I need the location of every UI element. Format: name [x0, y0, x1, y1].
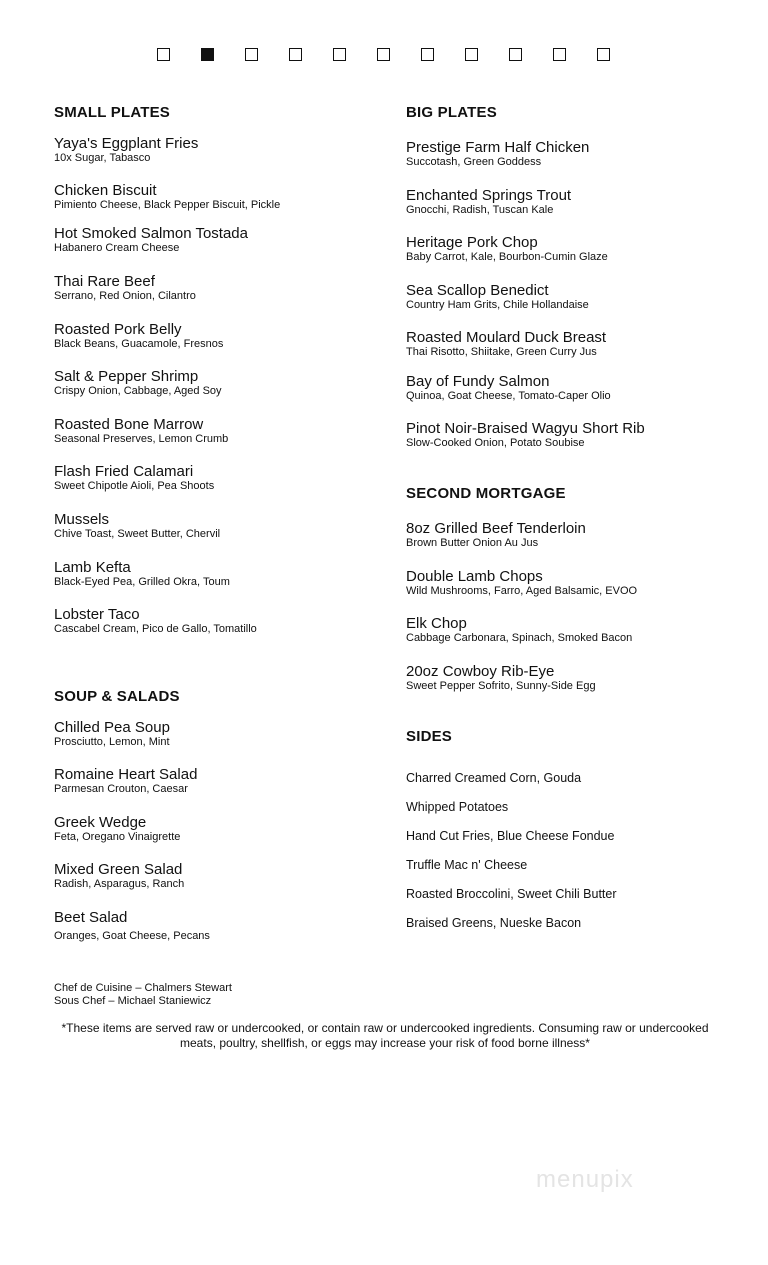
- menu-item: [54, 861, 184, 891]
- menu-item-name: Roasted Moulard Duck Breast: [406, 329, 607, 346]
- side-item: Hand Cut Fries, Blue Cheese Fondue: [406, 829, 615, 843]
- menu-item-name: Prestige Farm Half Chicken: [406, 139, 590, 156]
- menu-item: [54, 909, 210, 943]
- menu-item-desc: Serrano, Red Onion, Cilantro: [54, 290, 196, 302]
- menu-item: [54, 814, 180, 844]
- menu-item-desc: Cascabel Cream, Pico de Gallo, Tomatillo: [54, 623, 257, 635]
- menu-item: [406, 139, 589, 169]
- menu-item-desc: Gnocchi, Radish, Tuscan Kale: [406, 204, 554, 216]
- menu-item-desc: Parmesan Crouton, Caesar: [54, 783, 188, 795]
- menu-item-desc: Cabbage Carbonara, Spinach, Smoked Bacon: [406, 632, 633, 644]
- menu-item-name: Lobster Taco: [54, 606, 140, 623]
- menu-item-name: Thai Rare Beef: [54, 273, 155, 290]
- menu-item: [54, 225, 248, 255]
- menu-item: [406, 373, 611, 403]
- menu-item: [54, 511, 220, 541]
- menu-item-desc: Crispy Onion, Cabbage, Aged Soy: [54, 385, 222, 397]
- page-indicator-square[interactable]: [421, 48, 434, 61]
- page-indicator-square[interactable]: [377, 48, 390, 61]
- menu-item: [406, 520, 586, 550]
- big-plates-heading: BIG PLATES: [406, 104, 497, 121]
- menu-item-name: Elk Chop: [406, 615, 467, 632]
- menu-item-desc: Wild Mushrooms, Farro, Aged Balsamic, EVOO: [406, 585, 638, 597]
- side-item: Braised Greens, Nueske Bacon: [406, 916, 582, 930]
- side-item: Whipped Potatoes: [406, 800, 509, 814]
- side-item: Truffle Mac n' Cheese: [406, 858, 528, 872]
- menu-item: [54, 135, 198, 165]
- menu-item: [406, 420, 645, 450]
- page-indicator-square[interactable]: [289, 48, 302, 61]
- food-safety-disclaimer: *These items are served raw or undercooked, or contain raw or undercooked ingredients. Consuming raw or undercooked meats, poultry, shellfish, or eggs may increase your risk of food borne illness*: [61, 1021, 709, 1050]
- menu-item-desc: Baby Carrot, Kale, Bourbon-Cumin Glaze: [406, 251, 608, 263]
- menu-item: [406, 234, 608, 264]
- menu-item-name: Flash Fried Calamari: [54, 463, 194, 480]
- menu-item: [54, 719, 170, 749]
- menu-item-name: Sea Scallop Benedict: [406, 282, 549, 299]
- menu-item-desc: Sweet Pepper Sofrito, Sunny-Side Egg: [406, 680, 596, 692]
- menu-item-desc: Oranges, Goat Cheese, Pecans: [54, 930, 210, 942]
- menu-item-name: 8oz Grilled Beef Tenderloin: [406, 520, 586, 537]
- soup-salads-heading: SOUP & SALADS: [54, 688, 180, 705]
- menu-item: [406, 568, 637, 598]
- menu-item-name: Enchanted Springs Trout: [406, 187, 572, 204]
- menu-item-name: Roasted Pork Belly: [54, 321, 182, 338]
- page-indicator-square-active[interactable]: [201, 48, 214, 61]
- small-plates-heading: SMALL PLATES: [54, 104, 171, 121]
- menu-item-name: Lamb Kefta: [54, 559, 131, 576]
- side-item: Roasted Broccolini, Sweet Chili Butter: [406, 887, 617, 901]
- menu-item: [406, 329, 606, 359]
- menu-item: [54, 766, 197, 796]
- menu-item-name: Beet Salad: [54, 909, 128, 926]
- menu-item-name: Hot Smoked Salmon Tostada: [54, 225, 248, 242]
- sides-heading: SIDES: [406, 728, 453, 745]
- menu-item-name: Double Lamb Chops: [406, 568, 543, 585]
- page-indicator-square[interactable]: [553, 48, 566, 61]
- staff-credits: [54, 982, 232, 1008]
- menu-item-desc: Radish, Asparagus, Ranch: [54, 878, 185, 890]
- menu-item-name: Salt & Pepper Shrimp: [54, 368, 199, 385]
- page-indicator-square[interactable]: [509, 48, 522, 61]
- page-indicator-square[interactable]: [157, 48, 170, 61]
- page-indicator-square[interactable]: [245, 48, 258, 61]
- menu-item-name: Bay of Fundy Salmon: [406, 373, 550, 390]
- menu-item-desc: Black Beans, Guacamole, Fresnos: [54, 338, 224, 350]
- menu-item-name: Mixed Green Salad: [54, 861, 183, 878]
- menu-item-desc: Succotash, Green Goddess: [406, 156, 542, 168]
- menu-item-name: Pinot Noir-Braised Wagyu Short Rib: [406, 420, 645, 437]
- menu-item: [54, 463, 214, 493]
- chef-de-cuisine: Chef de Cuisine – Chalmers Stewart: [54, 982, 232, 994]
- menu-item-name: Roasted Bone Marrow: [54, 416, 204, 433]
- menu-item: [54, 368, 222, 398]
- menu-item-desc: 10x Sugar, Tabasco: [54, 152, 151, 164]
- menu-item: [54, 559, 230, 589]
- menu-item-desc: Thai Risotto, Shiitake, Green Curry Jus: [406, 346, 597, 358]
- menu-item-name: Chicken Biscuit: [54, 182, 157, 199]
- menu-item-desc: Sweet Chipotle Aioli, Pea Shoots: [54, 480, 215, 492]
- menu-item-name: Mussels: [54, 511, 110, 528]
- watermark-logo: menupix: [536, 1166, 634, 1193]
- menu-item: [406, 282, 589, 312]
- menu-item-name: Romaine Heart Salad: [54, 766, 198, 783]
- menu-item-desc: Feta, Oregano Vinaigrette: [54, 831, 181, 843]
- menu-item: [406, 663, 596, 693]
- menu-item-desc: Black-Eyed Pea, Grilled Okra, Toum: [54, 576, 230, 588]
- second-mortgage-heading: SECOND MORTGAGE: [406, 485, 566, 502]
- menu-item-desc: Prosciutto, Lemon, Mint: [54, 736, 170, 748]
- menu-item-name: Heritage Pork Chop: [406, 234, 538, 251]
- menu-item-desc: Slow-Cooked Onion, Potato Soubise: [406, 437, 585, 449]
- menu-item-desc: Brown Butter Onion Au Jus: [406, 537, 539, 549]
- menu-item-desc: Pimiento Cheese, Black Pepper Biscuit, Pickle: [54, 199, 281, 211]
- menu-item-name: Greek Wedge: [54, 814, 147, 831]
- menu-item: [54, 606, 257, 636]
- menu-item: [54, 416, 228, 446]
- menu-item-desc: Seasonal Preserves, Lemon Crumb: [54, 433, 229, 445]
- page-indicator-square[interactable]: [465, 48, 478, 61]
- menu-item: [406, 615, 632, 645]
- menu-item: [54, 182, 280, 212]
- page-indicator-square[interactable]: [597, 48, 610, 61]
- page-indicator-square[interactable]: [333, 48, 346, 61]
- side-item: Charred Creamed Corn, Gouda: [406, 771, 582, 785]
- menu-item-name: Yaya's Eggplant Fries: [54, 135, 199, 152]
- menu-item-name: 20oz Cowboy Rib-Eye: [406, 663, 555, 680]
- menu-item-desc: Habanero Cream Cheese: [54, 242, 180, 254]
- menu-item-desc: Chive Toast, Sweet Butter, Chervil: [54, 528, 221, 540]
- menu-item: [406, 187, 571, 217]
- menu-item-desc: Quinoa, Goat Cheese, Tomato-Caper Olio: [406, 390, 611, 402]
- menu-item: [54, 273, 196, 303]
- menu-item-desc: Country Ham Grits, Chile Hollandaise: [406, 299, 589, 311]
- menu-item: [54, 321, 223, 351]
- sous-chef: Sous Chef – Michael Staniewicz: [54, 995, 212, 1007]
- menu-item-name: Chilled Pea Soup: [54, 719, 170, 736]
